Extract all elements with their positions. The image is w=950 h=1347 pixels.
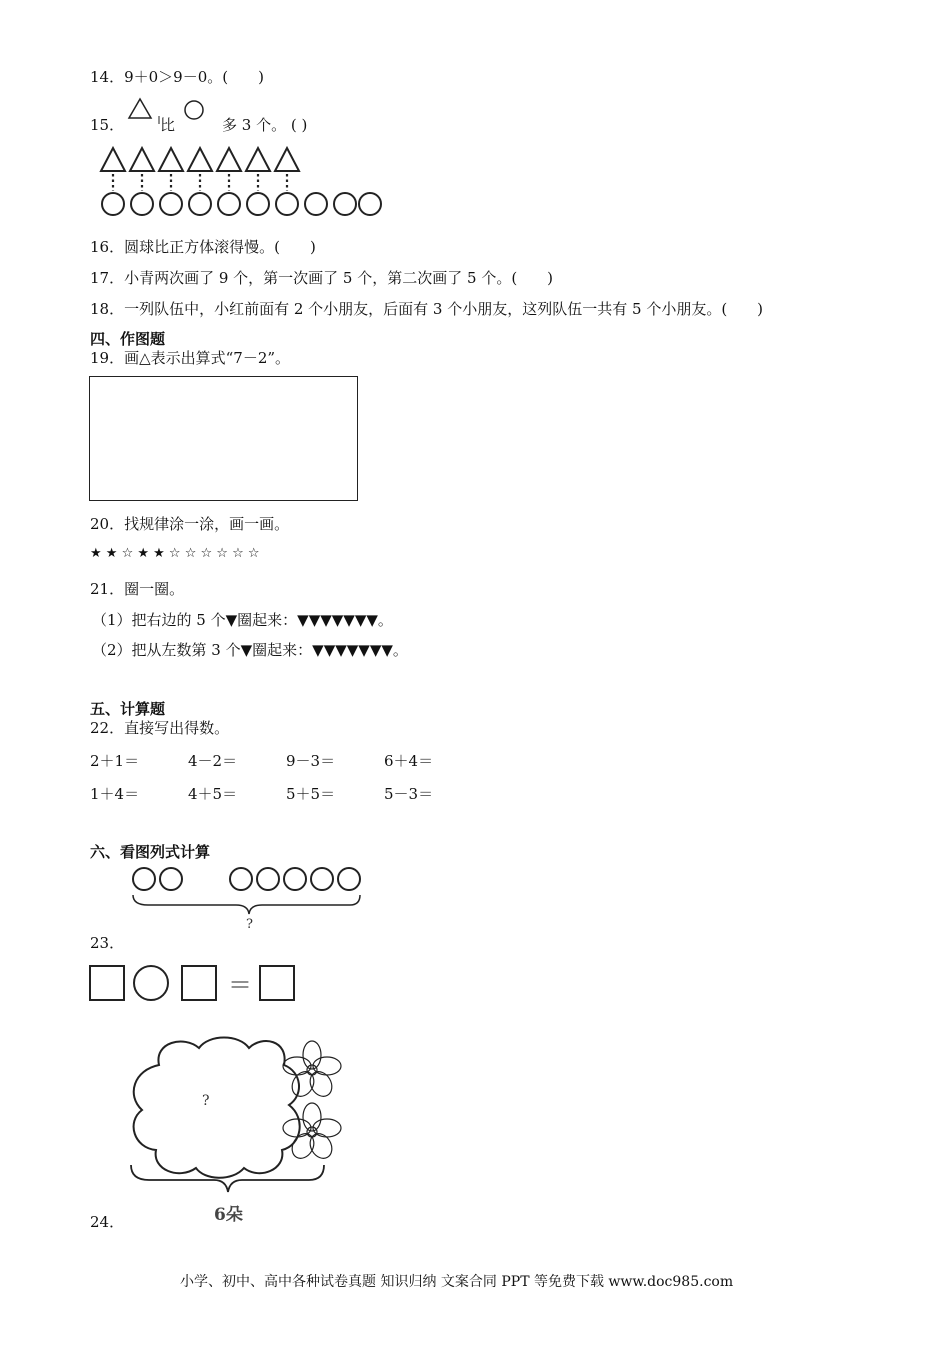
question-23-figure [128, 862, 368, 934]
total-label: 6朵 [214, 1205, 243, 1225]
calc-item: 5－3＝ [384, 785, 434, 803]
star-pattern: ★ ★ ☆ ★ ★ ☆ ☆ ☆ ☆ ☆ ☆ [90, 546, 260, 561]
circle-1 [102, 193, 124, 215]
circle-7 [276, 193, 298, 215]
circle-icon [257, 868, 279, 890]
question-mark: ? [246, 917, 253, 932]
brace-icon [133, 895, 360, 914]
calc-item: 9－3＝ [286, 752, 336, 770]
page-footer: 小学、初中、高中各种试卷真题 知识归纳 文案合同 PPT 等免费下载 www.doc985.com [180, 1274, 734, 1290]
circle-icon [338, 868, 360, 890]
triangle-7 [275, 148, 299, 171]
section-4-heading: 四、作图题 [90, 330, 166, 348]
calc-row-2 [90, 783, 482, 804]
question-19: 19．画△表示出算式“7－2”。 [90, 349, 291, 367]
answer-box-3[interactable] [260, 966, 294, 1000]
question-20: 20．找规律涂一涂，画一画。 [90, 515, 290, 533]
calc-row-1 [90, 750, 482, 771]
question-21-part-1: （1）把右边的 5 个▼圈起来：▼▼▼▼▼▼▼。 [92, 611, 393, 629]
circle-icon [311, 868, 333, 890]
circle-9 [334, 193, 356, 215]
cloud-shape [134, 1038, 300, 1178]
circle-icon [185, 101, 203, 119]
question-14 [90, 66, 264, 87]
triangle-2 [130, 148, 154, 171]
question-15-text: 多 3 个。 ( ) [222, 116, 308, 134]
circle-4 [189, 193, 211, 215]
circle-6 [247, 193, 269, 215]
question-18: 18．一列队伍中，小红前面有 2 个小朋友，后面有 3 个小朋友，这列队伍一共有 5 个小朋友。( ) [90, 300, 764, 318]
question-17: 17．小青两次画了 9 个，第一次画了 5 个，第二次画了 5 个。( ) [90, 269, 554, 287]
question-14-number: 14． [90, 68, 125, 86]
triangle-5 [217, 148, 241, 171]
circle-10 [359, 193, 381, 215]
triangle-4 [188, 148, 212, 171]
calc-item: 4＋5＝ [188, 785, 238, 803]
circle-icon [160, 868, 182, 890]
question-24-number: 24． [90, 1213, 125, 1231]
section-6-heading: 六、看图列式计算 [90, 843, 211, 861]
calc-item: 2＋1＝ [90, 752, 140, 770]
calc-item: 1＋4＝ [90, 785, 140, 803]
calc-item: 5＋5＝ [286, 785, 336, 803]
operator-circle[interactable] [134, 966, 168, 1000]
drawing-box[interactable] [89, 376, 358, 501]
question-15-bi: 比 [160, 116, 176, 134]
triangle-icon [129, 99, 151, 118]
circle-icon [133, 868, 155, 890]
circle-3 [160, 193, 182, 215]
question-15-number: 15． [90, 116, 125, 134]
circle-2 [131, 193, 153, 215]
question-21-part-2: （2）把从左数第 3 个▼圈起来：▼▼▼▼▼▼▼。 [92, 641, 408, 659]
equation-boxes [86, 962, 306, 1006]
question-mark: ? [202, 1093, 210, 1109]
question-22: 22．直接写出得数。 [90, 719, 230, 737]
triangle-1 [101, 148, 125, 171]
question-23-number: 23． [90, 934, 125, 952]
brace-icon [131, 1165, 324, 1192]
triangle-6 [246, 148, 270, 171]
question-16: 16．圆球比正方体滚得慢。( ) [90, 238, 316, 256]
circle-5 [218, 193, 240, 215]
answer-box-1[interactable] [90, 966, 124, 1000]
calc-item: 4－2＝ [188, 752, 238, 770]
question-24-figure [124, 1030, 354, 1228]
flower-icon [283, 1103, 341, 1162]
triangle-3 [159, 148, 183, 171]
question-14-text: 9＋0＞9－0。( ) [124, 68, 264, 86]
circle-icon [230, 868, 252, 890]
question-21: 21．圈一圈。 [90, 580, 185, 598]
equals-sign: ＝ [228, 971, 252, 999]
circle-8 [305, 193, 327, 215]
answer-box-2[interactable] [182, 966, 216, 1000]
calc-item: 6＋4＝ [384, 752, 434, 770]
section-5-heading: 五、计算题 [90, 700, 166, 718]
circle-icon [284, 868, 306, 890]
question-15-figure [98, 144, 388, 220]
